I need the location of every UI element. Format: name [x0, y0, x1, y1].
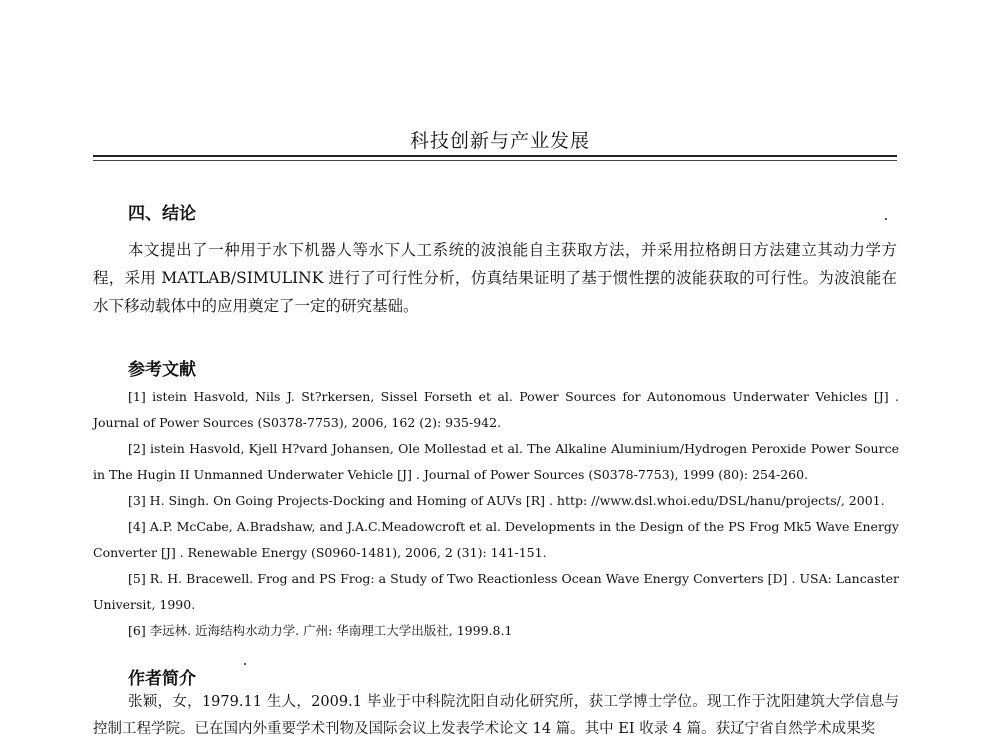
scan-speck: [244, 663, 246, 665]
references-heading: 参考文献: [128, 360, 196, 380]
author-heading: 作者简介: [128, 669, 196, 689]
running-header-title: 科技创新与产业发展: [409, 130, 590, 152]
header-rule-thick: [93, 155, 897, 157]
reference-list: [93, 384, 899, 644]
reference-item-1: [1] istein Hasvold, Nils J. St?rkersen, Sissel Forseth et al. Power Sources for Autonomous Underwater Vehicles [J] . Journal of Power Sources (S0378-7753), 2006, 162 (2): 935-942.: [93, 389, 899, 430]
reference-item-3: [3] H. Singh. On Going Projects-Docking and Homing of AUVs [R] . http: //www.dsl.whoi.edu/DSL/hanu/projects/, 2001.: [128, 493, 885, 508]
conclusion-paragraph: 本文提出了一种用于水下机器人等水下人工系统的波浪能自主获取方法，并采用拉格朗日方法建立其动力学方程，采用 MATLAB/SIMULINK 进行了可行性分析，仿真结果证明了基于惯性摆的波能获取的可行性。为波浪能在水下移动载体中的应用奠定了一定的研究基础。: [93, 241, 897, 315]
scan-speck: [885, 218, 887, 220]
reference-item-6: [6] 李远林. 近海结构水动力学. 广州: 华南理工大学出版社, 1999.8.1: [128, 623, 513, 638]
header-rule-thin: [93, 160, 897, 161]
conclusion-heading: 四、结论: [128, 204, 196, 224]
reference-item-4: [4] A.P. McCabe, A.Bradshaw, and J.A.C.Meadowcroft et al. Developments in the Design of the PS Frog Mk5 Wave Energy Converter [J] . Renewable Energy (S0960-1481), 2006, 2 (31): 141-151.: [93, 519, 899, 560]
reference-item-2: [2] istein Hasvold, Kjell H?vard Johansen, Ole Mollestad et al. The Alkaline Aluminium/Hydrogen Peroxide Power Source in The Hugin II Unmanned Underwater Vehicle [J] . Journal of Power Sources (S0378-7753), 1999 (80): 254-260.: [93, 441, 899, 482]
reference-item-5: [5] R. H. Bracewell. Frog and PS Frog: a Study of Two Reactionless Ocean Wave Energy Converters [D] . USA: Lancaster Universit, 1990.: [93, 571, 899, 612]
author-paragraph: 张颖，女，1979.11 生人，2009.1 毕业于中科院沈阳自动化研究所，获工学博士学位。现工作于沈阳建筑大学信息与控制工程学院。已在国内外重要学术刊物及国际会议上发表学术论文 14 篇。其中 EI 收录 4 篇。获辽宁省自然学术成果奖: [93, 694, 899, 737]
